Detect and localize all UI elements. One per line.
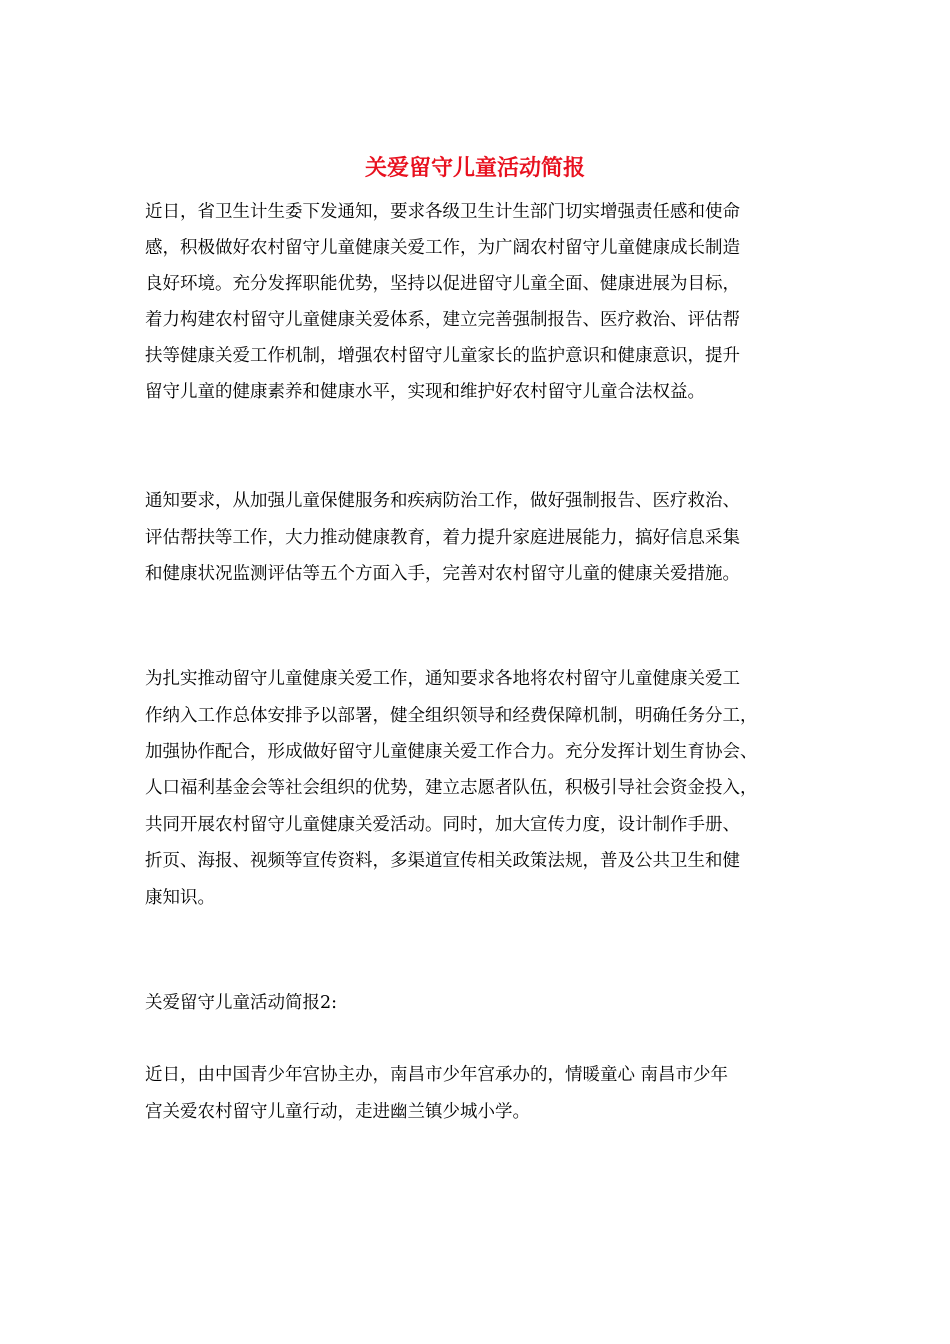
paragraph-line: 共同开展农村留守儿童健康关爱活动。同时，加大宣传力度，设计制作手册、 bbox=[145, 815, 740, 835]
paragraph-line: 加强协作配合，形成做好留守儿童健康关爱工作合力。充分发挥计划生育协会、 bbox=[145, 742, 758, 762]
paragraph-line: 扶等健康关爱工作机制，增强农村留守儿童家长的监护意识和健康意识，提升 bbox=[145, 346, 740, 366]
document-title: 关爱留守儿童活动简报 bbox=[364, 155, 585, 181]
paragraph-line: 感，积极做好农村留守儿童健康关爱工作，为广阔农村留守儿童健康成长制造 bbox=[145, 238, 740, 258]
paragraph-line: 留守儿童的健康素养和健康水平，实现和维护好农村留守儿童合法权益。 bbox=[145, 382, 705, 402]
paragraph-line: 良好环境。充分发挥职能优势，坚持以促进留守儿童全面、健康进展为目标， bbox=[145, 274, 740, 294]
paragraph-line: 为扎实推动留守儿童健康关爱工作，通知要求各地将农村留守儿童健康关爱工 bbox=[145, 669, 740, 689]
paragraph-line: 通知要求，从加强儿童保健服务和疾病防治工作，做好强制报告、医疗救治、 bbox=[145, 491, 740, 511]
paragraph-line: 人口福利基金会等社会组织的优势，建立志愿者队伍，积极引导社会资金投入， bbox=[145, 778, 758, 798]
paragraph-line: 宫关爱农村留守儿童行动，走进幽兰镇少城小学。 bbox=[145, 1102, 530, 1122]
paragraph-line: 折页、海报、视频等宣传资料，多渠道宣传相关政策法规，普及公共卫生和健 bbox=[145, 851, 740, 871]
paragraph-line: 作纳入工作总体安排予以部署，健全组织领导和经费保障机制，明确任务分工， bbox=[145, 706, 758, 726]
paragraph-line: 评估帮扶等工作，大力推动健康教育，着力提升家庭进展能力，搞好信息采集 bbox=[145, 528, 740, 548]
paragraph-line: 和健康状况监测评估等五个方面入手，完善对农村留守儿童的健康关爱措施。 bbox=[145, 564, 740, 584]
paragraph-line: 着力构建农村留守儿童健康关爱体系，建立完善强制报告、医疗救治、评估帮 bbox=[145, 310, 740, 330]
paragraph-line: 近日，省卫生计生委下发通知，要求各级卫生计生部门切实增强责任感和使命 bbox=[145, 202, 740, 222]
paragraph-line: 康知识。 bbox=[145, 888, 215, 908]
paragraph-line: 近日，由中国青少年宫协主办，南昌市少年宫承办的，情暖童心 南昌市少年 bbox=[145, 1065, 729, 1085]
section-heading: 关爱留守儿童活动简报2: bbox=[145, 993, 338, 1013]
